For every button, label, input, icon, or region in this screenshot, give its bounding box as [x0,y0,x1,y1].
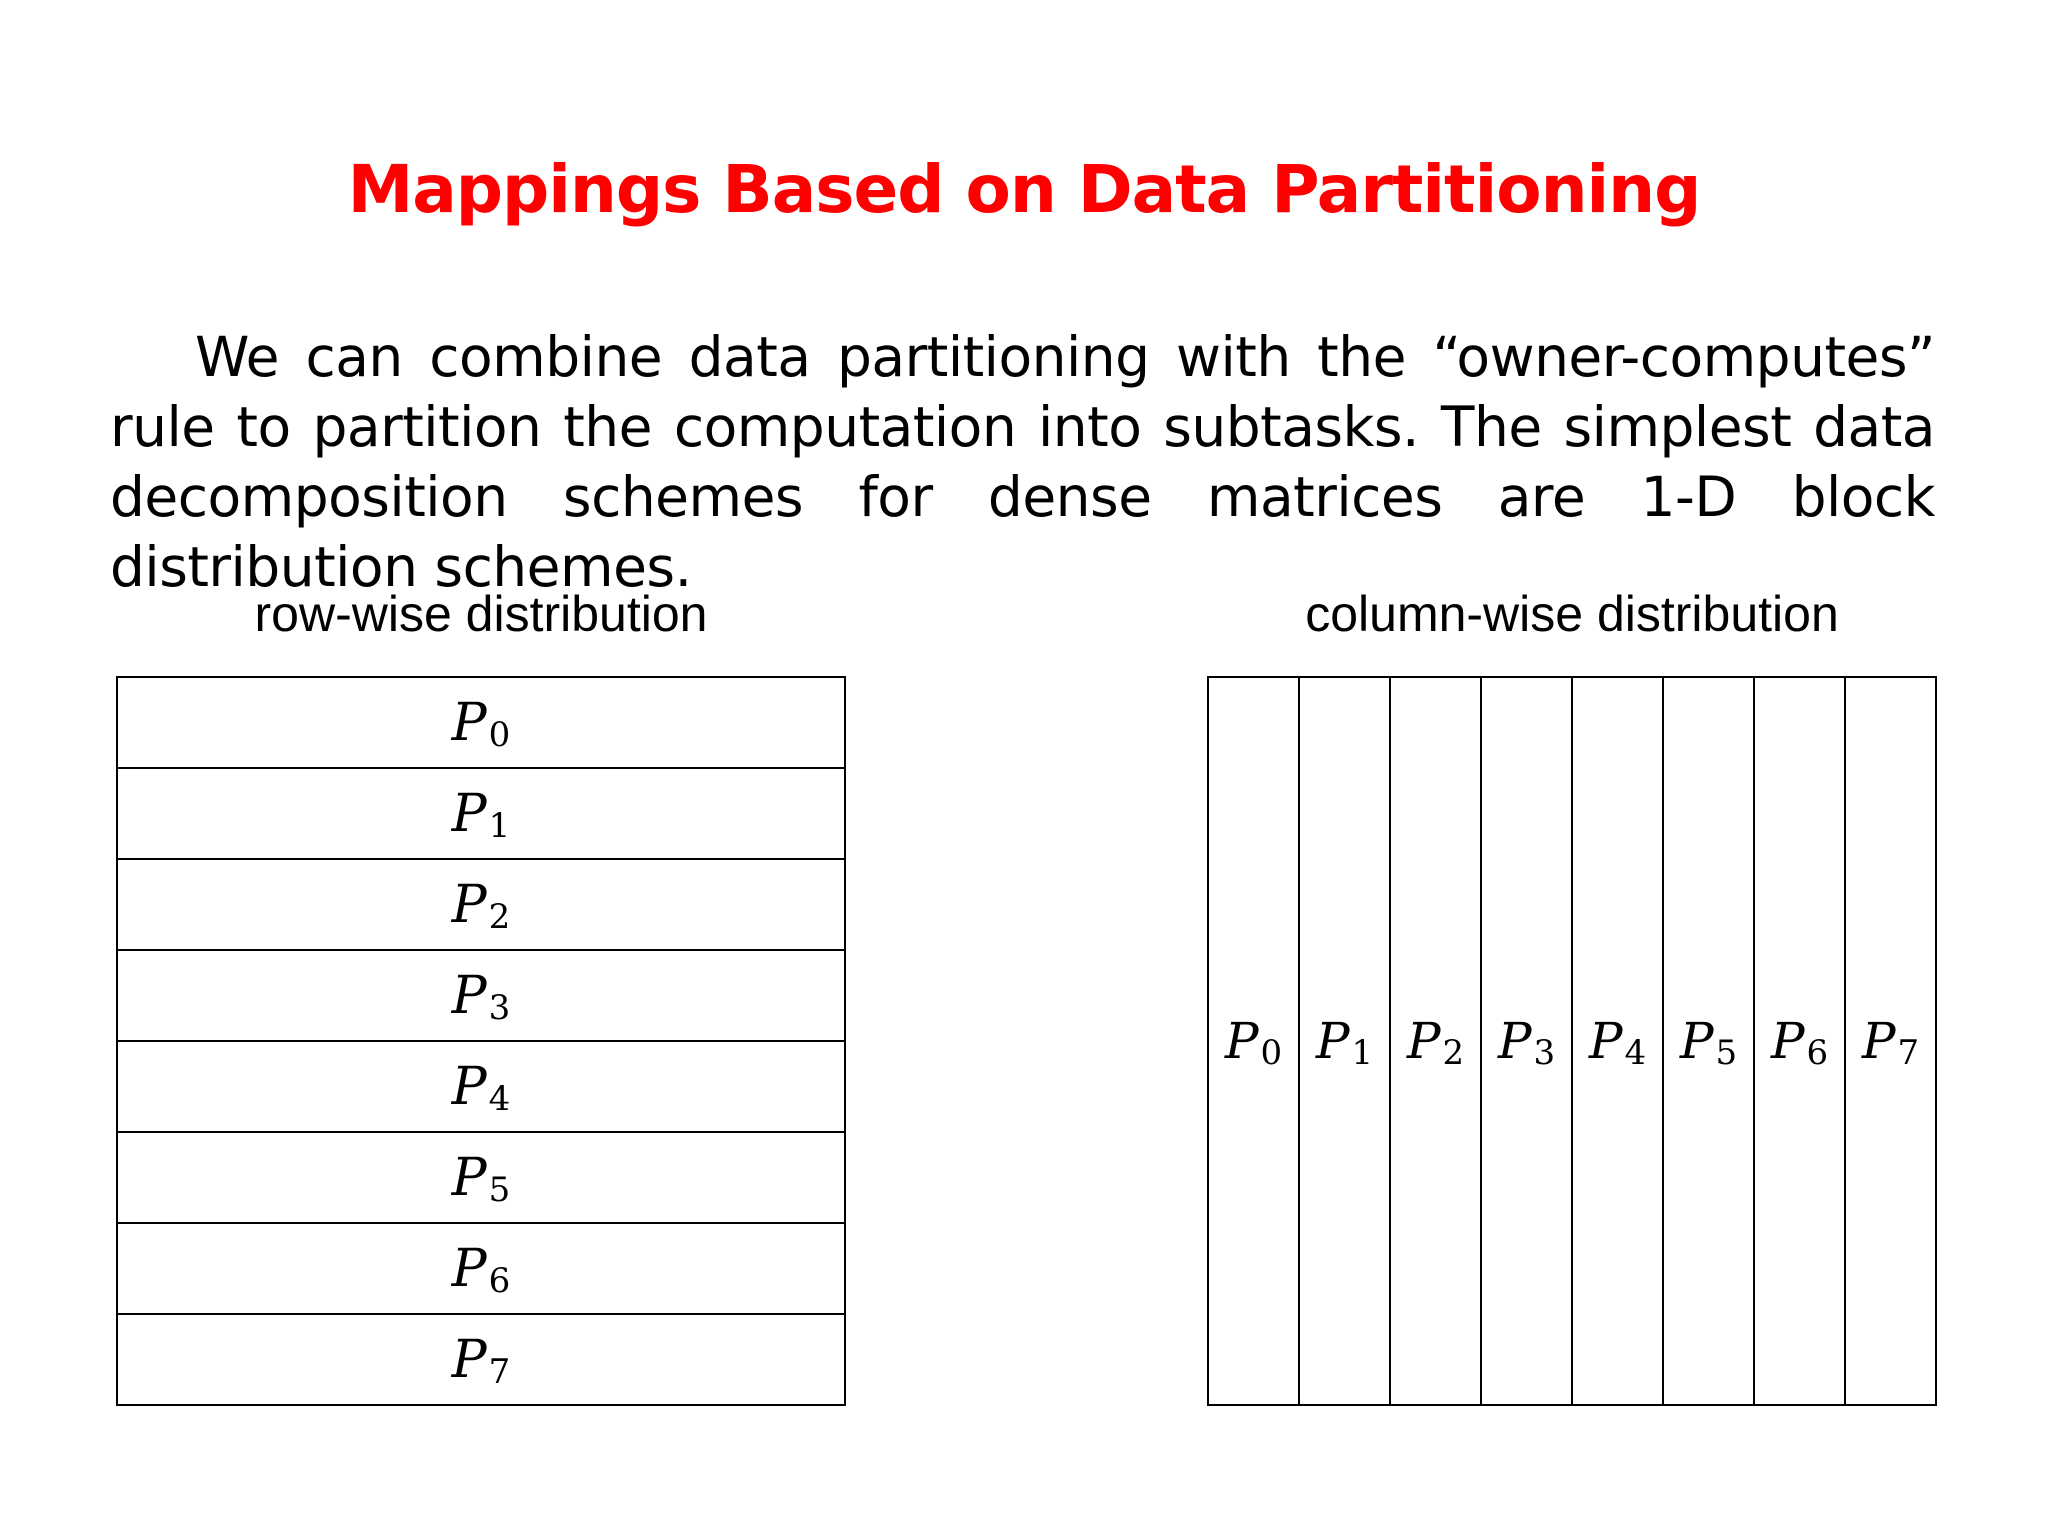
processor-label: P [451,692,487,753]
row-block-p2 [118,858,844,949]
column-block-p6 [1753,678,1844,1404]
processor-label: P [451,1238,487,1299]
column-block-p5 [1662,678,1753,1404]
processor-label: P [451,874,487,935]
processor-index: 3 [1533,1033,1556,1073]
column-block-p4 [1571,678,1662,1404]
processor-index: 3 [488,987,511,1028]
processor-index: 5 [488,1169,511,1210]
column-wise-partition-grid [1207,676,1937,1406]
processor-label: P [1679,1012,1714,1070]
row-block-p0 [118,678,844,767]
column-block-p2 [1389,678,1480,1404]
row-block-p7 [118,1313,844,1404]
processor-label: P [451,1147,487,1208]
column-block-p0 [1209,678,1298,1404]
row-block-p1 [118,767,844,858]
slide-title: Mappings Based on Data Partitioning [347,151,1701,228]
processor-index: 5 [1715,1033,1738,1073]
row-wise-caption: row-wise distribution [254,586,708,642]
processor-index: 2 [488,896,511,937]
processor-label: P [1770,1012,1805,1070]
processor-index: 0 [488,714,511,755]
processor-label: P [1588,1012,1623,1070]
processor-index: 0 [1260,1033,1283,1073]
processor-index: 2 [1442,1033,1465,1073]
column-block-p3 [1480,678,1571,1404]
processor-label: P [451,1329,487,1390]
row-block-p3 [118,949,844,1040]
processor-label: P [451,783,487,844]
row-block-p5 [118,1131,844,1222]
processor-label: P [1315,1012,1350,1070]
processor-index: 4 [488,1078,511,1119]
processor-index: 6 [488,1260,511,1301]
processor-index: 4 [1624,1033,1647,1073]
row-block-p4 [118,1040,844,1131]
processor-label: P [451,1056,487,1117]
processor-label: P [1406,1012,1441,1070]
processor-label: P [1861,1012,1896,1070]
processor-index: 7 [1897,1033,1920,1073]
column-wise-caption: column-wise distribution [1305,586,1839,642]
processor-label: P [451,965,487,1026]
processor-index: 1 [488,805,511,846]
row-block-p6 [118,1222,844,1313]
processor-label: P [1224,1012,1259,1070]
processor-index: 6 [1806,1033,1829,1073]
column-block-p7 [1844,678,1935,1404]
processor-label: P [1497,1012,1532,1070]
row-wise-partition-grid [116,676,846,1406]
processor-index: 7 [488,1351,511,1392]
column-block-p1 [1298,678,1389,1404]
body-paragraph: We can combine data partitioning with the “owner-computes” rule to partition the computation into subtasks. The simplest data decomposition schemes for dense matrices are 1-D block distribution schemes. [110,325,1935,599]
processor-index: 1 [1351,1033,1374,1073]
